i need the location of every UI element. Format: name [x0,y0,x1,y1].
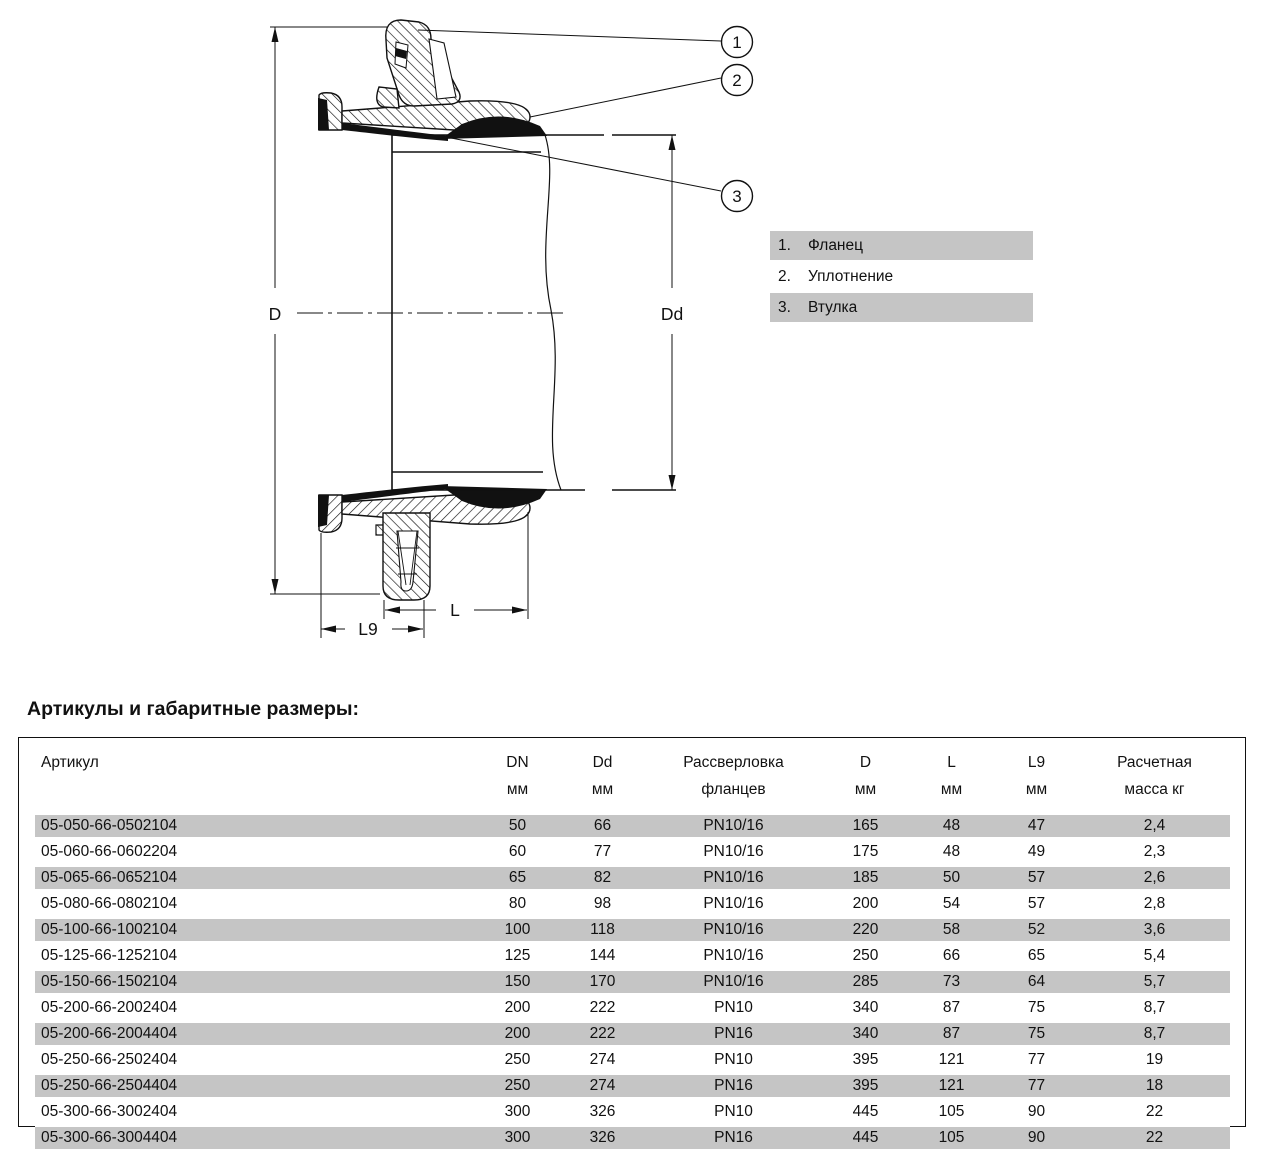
dimension-cell: 47 [994,815,1079,839]
col-header-drilling: Рассверловка [683,754,784,771]
col-unit-d: мм [854,781,877,798]
dimension-cell: 121 [909,1073,994,1099]
dimension-cell: 50 [909,865,994,891]
section-title: Артикулы и габаритные размеры: [27,698,360,720]
callout-2 [722,65,753,96]
dimension-cell: 2,3 [1079,839,1230,865]
dim-label-dd: Dd [660,304,684,324]
table-row [35,865,1230,891]
flange-foot [377,87,399,108]
dimension-cell: 2,8 [1079,891,1230,917]
dimension-cell: 57 [994,865,1079,891]
col-header-dd: Dd [592,754,613,771]
dimension-cell: 22 [1079,1099,1230,1125]
dimension-cell: 90 [994,1125,1079,1151]
dimension-cell: 75 [994,995,1079,1021]
article-cell: 05-300-66-3004404 [35,1125,475,1151]
dimension-cell: 19 [1079,1047,1230,1073]
dimension-cell: PN10/16 [645,815,822,839]
table-row [35,839,1230,865]
dimension-cell: 57 [994,891,1079,917]
dimension-cell: 60 [475,839,560,865]
article-cell: 05-100-66-1002104 [35,917,475,943]
dimension-cell: 274 [560,1047,645,1073]
dim-label-l9: L9 [358,619,378,639]
dimension-cell: 73 [909,969,994,995]
dimension-cell: 48 [909,815,994,839]
col-unit-l9: мм [1025,781,1048,798]
dimension-cell: 250 [475,1073,560,1099]
dimension-cell: 220 [822,917,909,943]
dimension-cell: 395 [822,1047,909,1073]
dimension-cell: 3,6 [1079,917,1230,943]
dim-label-d: D [268,304,282,324]
dimension-cell: PN10/16 [645,917,822,943]
dimension-cell: 98 [560,891,645,917]
table-header [35,740,1230,815]
dimension-cell: 87 [909,995,994,1021]
dimension-cell: 326 [560,1099,645,1125]
dimension-cell: 65 [475,865,560,891]
callout-1-number: 1 [732,33,742,52]
dimension-cell: 250 [822,943,909,969]
col-header-l: L [947,754,956,771]
col-unit-article [35,779,475,815]
article-cell: 05-250-66-2502404 [35,1047,475,1073]
col-header-article: Артикул [41,754,99,771]
dimension-cell: PN10/16 [645,891,822,917]
dimension-cell: 285 [822,969,909,995]
article-cell: 05-060-66-0602204 [35,839,475,865]
col-unit-dn: мм [506,781,529,798]
dimension-cell: 100 [475,917,560,943]
table-row [35,1073,1230,1099]
dimension-cell: PN10 [645,1099,822,1125]
dimension-cell: 49 [994,839,1079,865]
article-cell: 05-050-66-0502104 [35,815,475,839]
dimension-cell: 175 [822,839,909,865]
dimension-cell: 54 [909,891,994,917]
dimension-cell: PN10/16 [645,943,822,969]
col-unit-dd: мм [591,781,614,798]
dimension-cell: 445 [822,1125,909,1151]
table-row [35,891,1230,917]
dimension-cell: 300 [475,1099,560,1125]
article-cell: 05-200-66-2004404 [35,1021,475,1047]
legend-item [770,262,1033,291]
table-row [35,1021,1230,1047]
dimension-cell: 200 [822,891,909,917]
table-body [35,815,1230,1151]
callout-2-number: 2 [732,71,742,90]
callout-3-number: 3 [732,187,742,206]
table-row [35,995,1230,1021]
dimension-cell: 340 [822,1021,909,1047]
dimension-cell: 82 [560,865,645,891]
dimension-cell: 77 [994,1073,1079,1099]
bottom-assembly [318,484,547,532]
legend-item-label: Фланец [808,236,863,254]
table-row [35,969,1230,995]
dimension-cell: 105 [909,1125,994,1151]
dimension-cell: 200 [475,1021,560,1047]
legend-item-number: 1. [778,236,791,254]
dimension-cell: 222 [560,995,645,1021]
dimension-cell: 22 [1079,1125,1230,1151]
col-header-d: D [859,754,872,771]
col-unit-mass: масса кг [1124,781,1185,798]
dimension-cell: 90 [994,1099,1079,1125]
col-unit-l: мм [940,781,963,798]
article-cell: 05-065-66-0652104 [35,865,475,891]
dimensions-table [35,740,1230,1153]
dimension-cell: PN16 [645,1073,822,1099]
dimension-cell: 8,7 [1079,995,1230,1021]
dimension-cell: 48 [909,839,994,865]
dimension-cell: 18 [1079,1073,1230,1099]
col-header-l9: L9 [1027,754,1046,771]
col-unit-drilling: фланцев [701,781,766,798]
dimension-cell: 65 [994,943,1079,969]
dimension-cell: PN10/16 [645,865,822,891]
legend-item [770,231,1033,260]
dimension-cell: 75 [994,1021,1079,1047]
dimension-cell: PN10 [645,995,822,1021]
dimension-cell: 185 [822,865,909,891]
dimension-cell: 64 [994,969,1079,995]
pipe-outline [297,135,676,490]
parts-legend [770,231,1033,324]
article-cell: 05-300-66-3002404 [35,1099,475,1125]
dimension-cell: 274 [560,1073,645,1099]
dim-label-l: L [450,600,460,620]
col-header-mass: Расчетная [1117,754,1192,771]
dimension-cell: PN16 [645,1125,822,1151]
bushing-cross-section [376,513,430,600]
dimension-cell: 66 [909,943,994,969]
table-row [35,1047,1230,1073]
dimension-cell: 300 [475,1125,560,1151]
dimension-cell: PN16 [645,1021,822,1047]
dimension-cell: 340 [822,995,909,1021]
dimension-cell: 5,7 [1079,969,1230,995]
article-cell: 05-250-66-2504404 [35,1073,475,1099]
dimension-cell: 5,4 [1079,943,1230,969]
dimension-cell: 170 [560,969,645,995]
callout-1 [722,27,753,58]
dimension-cell: 222 [560,1021,645,1047]
dimension-cell: 58 [909,917,994,943]
dimension-cell: 150 [475,969,560,995]
flange-cross-section [377,20,460,108]
dimension-cell: 66 [560,815,645,839]
legend-item-number: 2. [778,267,791,285]
dimension-cell: PN10 [645,1047,822,1073]
dimension-cell: 118 [560,917,645,943]
legend-item-label: Втулка [808,298,858,316]
dimension-cell: 2,6 [1079,865,1230,891]
article-cell: 05-080-66-0802104 [35,891,475,917]
dimension-cell: PN10/16 [645,839,822,865]
article-cell: 05-150-66-1502104 [35,969,475,995]
legend-item-label: Уплотнение [808,267,894,285]
dimension-cell: 395 [822,1073,909,1099]
dimension-cell: 52 [994,917,1079,943]
dimension-cell: 80 [475,891,560,917]
dimension-cell: 445 [822,1099,909,1125]
dimension-cell: 121 [909,1047,994,1073]
dimensions-table-box [18,737,1246,1146]
table-row [35,1099,1230,1125]
dimension-cell: 105 [909,1099,994,1125]
table-row [35,943,1230,969]
dimension-cell: 144 [560,943,645,969]
dimension-cell: 326 [560,1125,645,1151]
dimension-cell: 8,7 [1079,1021,1230,1047]
article-cell: 05-200-66-2002404 [35,995,475,1021]
dimension-cell: 87 [909,1021,994,1047]
dimension-cell: 50 [475,815,560,839]
callout-3 [722,181,753,212]
dimension-cell: 125 [475,943,560,969]
dimension-cell: 165 [822,815,909,839]
dimension-cell: 250 [475,1047,560,1073]
table-row [35,815,1230,839]
dimension-cell: 200 [475,995,560,1021]
dimension-cell: 77 [994,1047,1079,1073]
legend-item-number: 3. [778,298,791,316]
dimension-cell: PN10/16 [645,969,822,995]
table-row [35,1125,1230,1151]
legend-item [770,293,1033,322]
col-header-dn: DN [506,754,529,771]
table-row [35,917,1230,943]
dimension-cell: 77 [560,839,645,865]
dimension-cell: 2,4 [1079,815,1230,839]
article-cell: 05-125-66-1252104 [35,943,475,969]
